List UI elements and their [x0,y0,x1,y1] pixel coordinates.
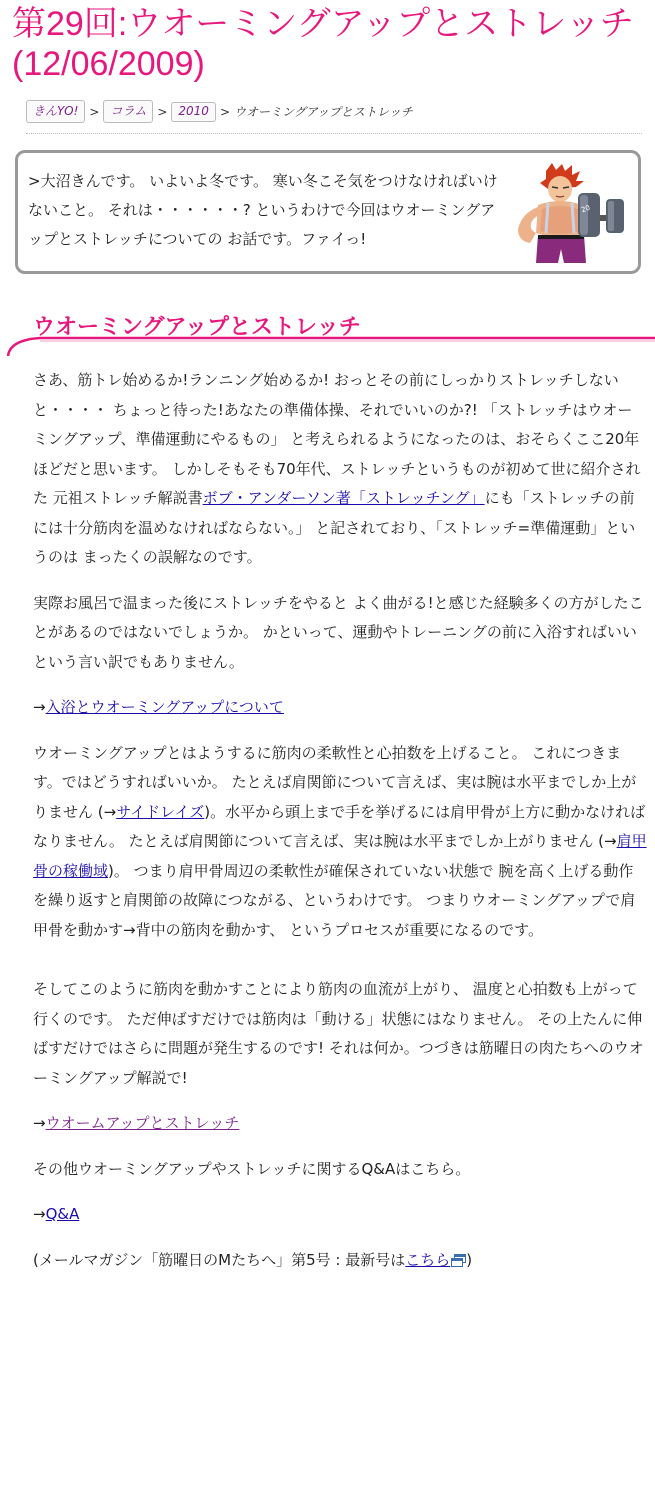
link-scapula-range[interactable]: 肩甲骨の稼働域 [33,832,647,880]
svg-text:20: 20 [580,203,592,215]
breadcrumb-separator: > [219,104,231,119]
section-header [0,304,655,356]
paragraph-shoulder [33,739,647,946]
paragraph-footer [33,1246,647,1276]
arrow-text: → [33,1205,46,1223]
muscle-man-dumbbell-icon [508,163,628,267]
link-bob-anderson-stretching[interactable]: ボブ・アンダーソン著「ストレッチング」 [202,489,485,507]
breadcrumb-item-column[interactable]: コラム [103,100,153,123]
link-latest-issue[interactable]: こちら [405,1250,451,1269]
paragraph-intro [33,366,647,573]
link-qa[interactable]: Q&A [45,1205,80,1223]
section-title: ウオーミングアップとストレッチ [33,315,361,340]
paragraph-link-qa [33,1200,647,1230]
breadcrumb [26,100,642,134]
footer-text: ) [466,1250,473,1269]
breadcrumb-current: ウオーミングアップとストレッチ [234,105,413,119]
breadcrumb-item-2010[interactable]: 2010 [171,102,216,122]
article-body [33,366,647,1291]
external-window-icon [451,1254,466,1267]
paragraph-text: さあ、筋トレ始めるか!ランニング始めるか! おっとその前にしっかりストレッチしないと・・・・ ちょっと待った!あなたの準備体操、それでいいのか?! 「ストレッチはウオーミングアップ、準備運動にやるもの」 と考えられるようになったのは、おそらくここ20年ほどだと思います。 しかしそもそも70年代、ストレッチというものが初めて世に紹介された 元祖ストレッチ解説書 [33,371,641,507]
page-title: 第29回:ウオーミングアップとストレッチ(12/06/2009) [12,5,634,83]
breadcrumb-separator: > [89,104,100,119]
paragraph-text: )。 つまり肩甲骨周辺の柔軟性が確保されていない状態で 腕を高く上げる動作を繰り返すと肩関節の故障につながる、というわけです。 つまりウオーミングアップで肩甲骨を動かす→背中の筋肉を動かす、 というプロセスが重要になるのです。 [33,861,636,939]
link-bath-warmup[interactable]: 入浴とウオーミングアップについて [45,698,284,716]
paragraph-qa-intro: その他ウオーミングアップやストレッチに関するQ&Aはこちら。 [33,1159,471,1178]
paragraph-blood-flow: そしてこのように筋肉を動かすことにより筋肉の血流が上がり、 温度と心拍数も上がって行くのです。 ただ伸ばすだけでは筋肉は「動ける」状態にはなりません。 その上たんに伸ばすだけではさらに問題が発生するのです! それは何か。つづきは筋曜日の肉たちへのウオーミングアップ解説で! [33,980,644,1087]
breadcrumb-separator: > [157,104,168,119]
link-side-raise[interactable]: サイドレイズ [116,802,205,821]
intro-text: >大沼きんです。 いよいよ冬です。 寒い冬こそ気をつけなければいけないこと。 それは・・・・・・? というわけで今回はウオーミングアップとストレッチについての お話です。ファイっ! [28,172,498,248]
footer-text: (メールマガジン「筋曜日のMたちへ」第5号 : 最新号は [33,1250,406,1269]
paragraph-text: ウオーミングアップとはようするに筋肉の柔軟性と心拍数を上げること。 これにつきます。ではどうすればいいか。 たとえば肩関節について言えば、実は腕は水平までしか上がりません (→ [33,743,637,821]
paragraph-link-bath [33,693,647,723]
paragraph-text: にも「ストレッチの前には十分筋肉を温めなければならない。」 と記されており、「ストレッチ=準備運動」というのは まったくの誤解なのです。 [33,489,636,566]
link-warmup-stretch[interactable]: ウオームアップとストレッチ [45,1114,240,1132]
breadcrumb-item-kinyo[interactable]: きんYO! [26,100,85,123]
arrow-text: → [33,698,46,716]
paragraph-link-warmup [33,1109,647,1139]
paragraph-text: )。水平から頭上まで手を挙げるには肩甲骨が上方に動かなければなりません。 たとえば肩関節について言えば、実は腕は水平までしか上がりません (→ [33,802,646,850]
arrow-text: → [33,1114,46,1132]
intro-box [15,150,641,274]
paragraph-bath: 実際お風呂で温まった後にストレッチをやると よく曲がる!と感じた経験多くの方がしたことがあるのではないでしょうか。 かといって、運動やトレーニングの前に入浴すればいいという言い訳でもありません。 [33,593,644,671]
